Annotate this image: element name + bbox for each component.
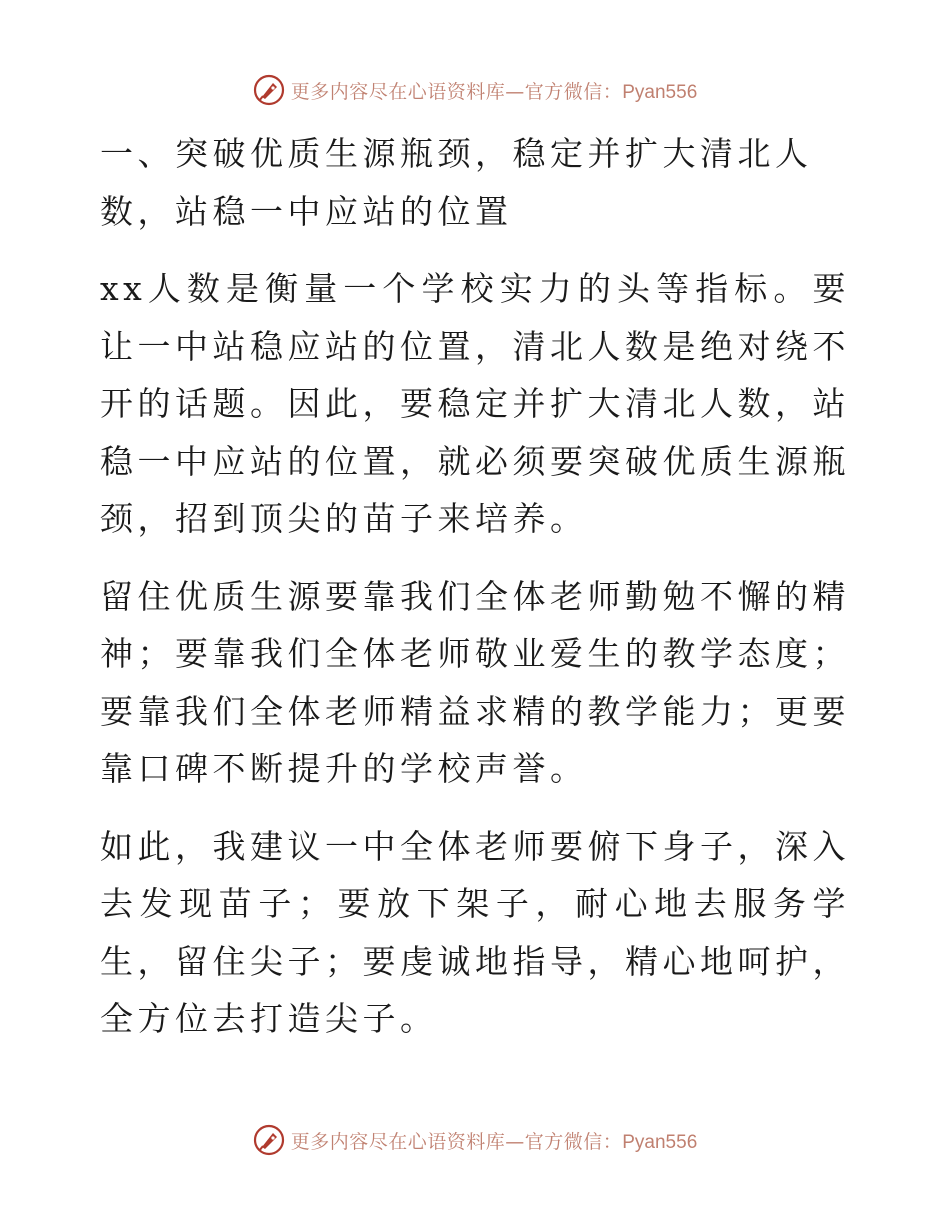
pen-nib-logo-icon xyxy=(253,74,285,106)
header-watermark xyxy=(0,70,950,110)
pen-nib-logo-icon xyxy=(253,1124,285,1156)
watermark-text: 更多内容尽在心语资料库—官方微信：Pyan556 xyxy=(290,1130,698,1153)
footer-watermark xyxy=(0,1120,950,1160)
document-body xyxy=(100,125,850,1068)
paragraph-3: 如此，我建议一中全体老师要俯下身子，深入去发现苗子；要放下架子，耐心地去服务学生，留住尖子；要虔诚地指导，精心地呵护，全方位去打造尖子。 xyxy=(100,826,850,1038)
paragraph-1: xx人数是衡量一个学校实力的头等指标。要让一中站稳应站的位置，清北人数是绝对绕不开的话题。因此，要稳定并扩大清北人数，站稳一中应站的位置，就必须要突破优质生源瓶颈，招到顶尖的苗子来培养。 xyxy=(100,269,850,538)
section-heading: 一、突破优质生源瓶颈，稳定并扩大清北人数，站稳一中应站的位置 xyxy=(100,134,813,231)
watermark-text: 更多内容尽在心语资料库—官方微信：Pyan556 xyxy=(290,80,698,103)
paragraph-2: 留住优质生源要靠我们全体老师勤勉不懈的精神；要靠我们全体老师敬业爱生的教学态度；要靠我们全体老师精益求精的教学能力；更要靠口碑不断提升的学校声誉。 xyxy=(100,576,850,788)
